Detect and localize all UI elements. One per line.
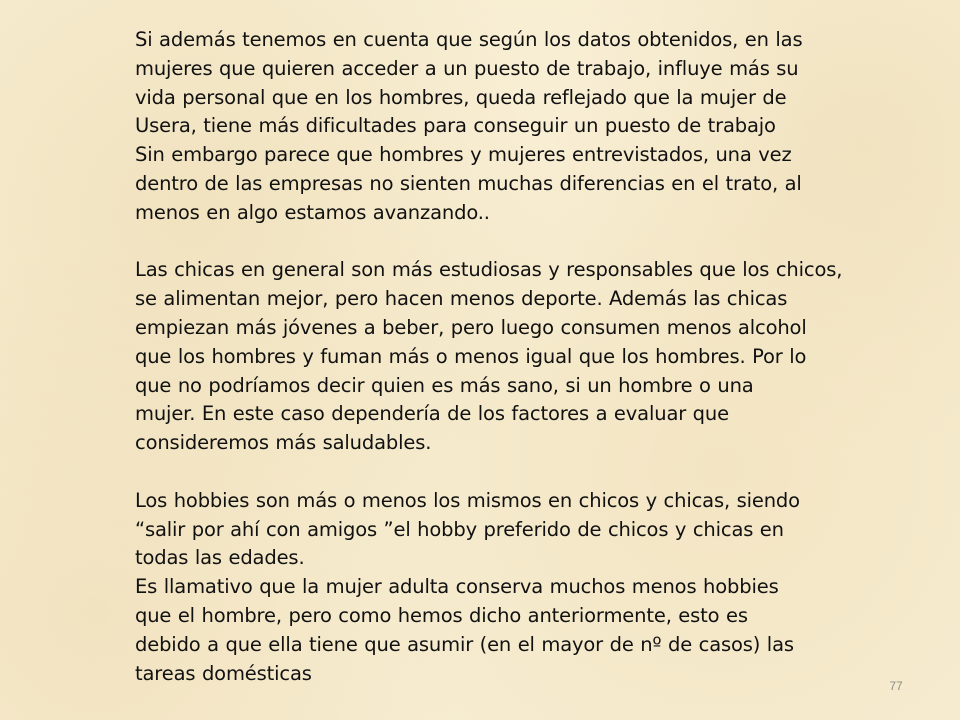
text-line: Es llamativo que la mujer adulta conserva muchos menos hobbies [135, 575, 779, 599]
text-line: que los hombres y fuman más o menos igual que los hombres. Por lo [135, 344, 807, 368]
paragraph-spacer [135, 228, 825, 257]
text-line: que el hombre, pero como hemos dicho anteriormente, esto es [135, 603, 748, 627]
text-line: se alimentan mejor, pero hacen menos deporte. Además las chicas [135, 287, 788, 311]
paragraph [135, 26, 825, 228]
text-line: “salir por ahí con amigos ”el hobby preferido de chicos y chicas en [135, 517, 784, 541]
paragraph [135, 487, 825, 689]
text-line: menos en algo estamos avanzando.. [135, 200, 490, 224]
text-line: que no podríamos decir quien es más sano, si un hombre o una [135, 373, 754, 397]
text-line: vida personal que en los hombres, queda reflejado que la mujer de [135, 85, 787, 109]
slide-body-text [135, 26, 843, 688]
text-line: mujer. En este caso dependería de los factores a evaluar que [135, 402, 729, 426]
text-line: Los hobbies son más o menos los mismos en chicos y chicas, siendo [135, 488, 800, 512]
text-line: Si además tenemos en cuenta que según los datos obtenidos, en las [135, 28, 803, 51]
text-line: Sin embargo parece que hombres y mujeres entrevistados, una vez [135, 143, 792, 167]
text-line: Usera, tiene más dificultades para conseguir un puesto de trabajo [135, 114, 776, 138]
text-line: mujeres que quieren acceder a un puesto de trabajo, influye más su [135, 56, 799, 80]
text-line: empiezan más jóvenes a beber, pero luego consumen menos alcohol [135, 315, 807, 339]
paragraph-spacer [135, 458, 825, 487]
page-number: 77 [889, 679, 903, 693]
text-line: Las chicas en general son más estudiosas y responsables que los chicos, [135, 258, 843, 282]
text-line: tareas domésticas [135, 661, 312, 685]
text-line: debido a que ella tiene que asumir (en el mayor de nº de casos) las [135, 632, 794, 656]
paragraph [135, 256, 843, 458]
text-line: todas las edades. [135, 546, 305, 570]
text-line: consideremos más saludables. [135, 431, 432, 455]
text-line: dentro de las empresas no sienten muchas diferencias en el trato, al [135, 171, 802, 195]
